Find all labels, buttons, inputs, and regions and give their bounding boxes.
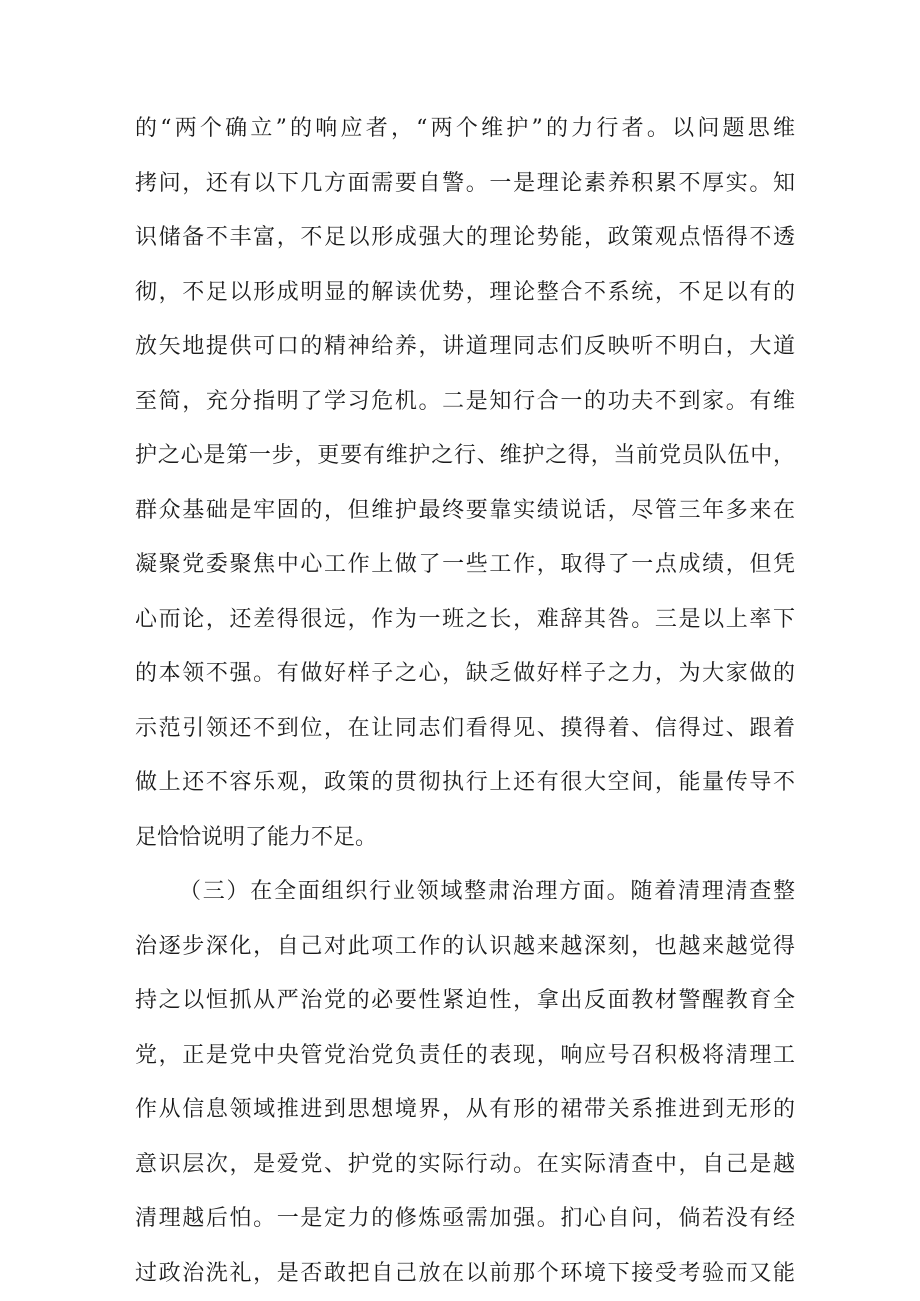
paragraph-2 <box>135 865 795 1301</box>
text-line: 的本领不强。有做好样子之心，缺乏做好样子之力，为大家做的 <box>135 661 795 686</box>
text-line: 足恰恰说明了能力不足。 <box>135 824 378 850</box>
text-line: 群众基础是牢固的，但维护最终要靠实绩说话，尽管三年多来在 <box>135 497 795 523</box>
text-line: 心而论，还差得很远，作为一班之长，难辞其咎。三是以上率下 <box>135 606 795 632</box>
text-line: 治逐步深化，自己对此项工作的认识越来越深刻，也越来越觉得 <box>135 933 795 959</box>
text-line: 的“两个确立”的响应者，“两个维护”的力行者。以问题思维 <box>135 116 795 141</box>
text-line: 放矢地提供可口的精神给养，讲道理同志们反映听不明白，大道 <box>135 334 795 359</box>
text-line: 作从信息领域推进到思想境界，从有形的裙带关系推进到无形的 <box>135 1097 795 1122</box>
text-line: 彻，不足以形成明显的解读优势，理论整合不系统，不足以有的 <box>135 279 795 305</box>
text-line: 清理越后怕。一是定力的修炼亟需加强。扪心自问，倘若没有经 <box>135 1206 795 1231</box>
text-line: （三）在全面组织行业领域整肃治理方面。随着清理清查整 <box>179 879 795 904</box>
text-line: 党，正是党中央管党治党负责任的表现，响应号召积极将清理工 <box>135 1042 795 1068</box>
text-line: 持之以恒抓从严治党的必要性紧迫性，拿出反面教材警醒教育全 <box>135 988 795 1013</box>
text-line: 至简，充分指明了学习危机。二是知行合一的功夫不到家。有维 <box>135 388 795 414</box>
text-line: 过政治洗礼，是否敢把自己放在以前那个环境下接受考验而又能 <box>135 1260 795 1286</box>
text-line: 识储备不丰富，不足以形成强大的理论势能，政策观点悟得不透 <box>135 225 795 250</box>
text-line: 拷问，还有以下几方面需要自警。一是理论素养积累不厚实。知 <box>135 170 795 196</box>
document-body <box>135 102 795 1301</box>
paragraph-1 <box>135 102 795 865</box>
text-line: 护之心是第一步，更要有维护之行、维护之得，当前党员队伍中， <box>135 443 795 468</box>
text-line: 凝聚党委聚焦中心工作上做了一些工作，取得了一点成绩，但凭 <box>135 552 795 577</box>
text-line: 意识层次，是爱党、护党的实际行动。在实际清查中，自己是越 <box>135 1151 795 1177</box>
text-line: 示范引领还不到位，在让同志们看得见、摸得着、信得过、跟着 <box>135 715 795 741</box>
text-line: 做上还不容乐观，政策的贯彻执行上还有很大空间，能量传导不 <box>135 770 795 795</box>
